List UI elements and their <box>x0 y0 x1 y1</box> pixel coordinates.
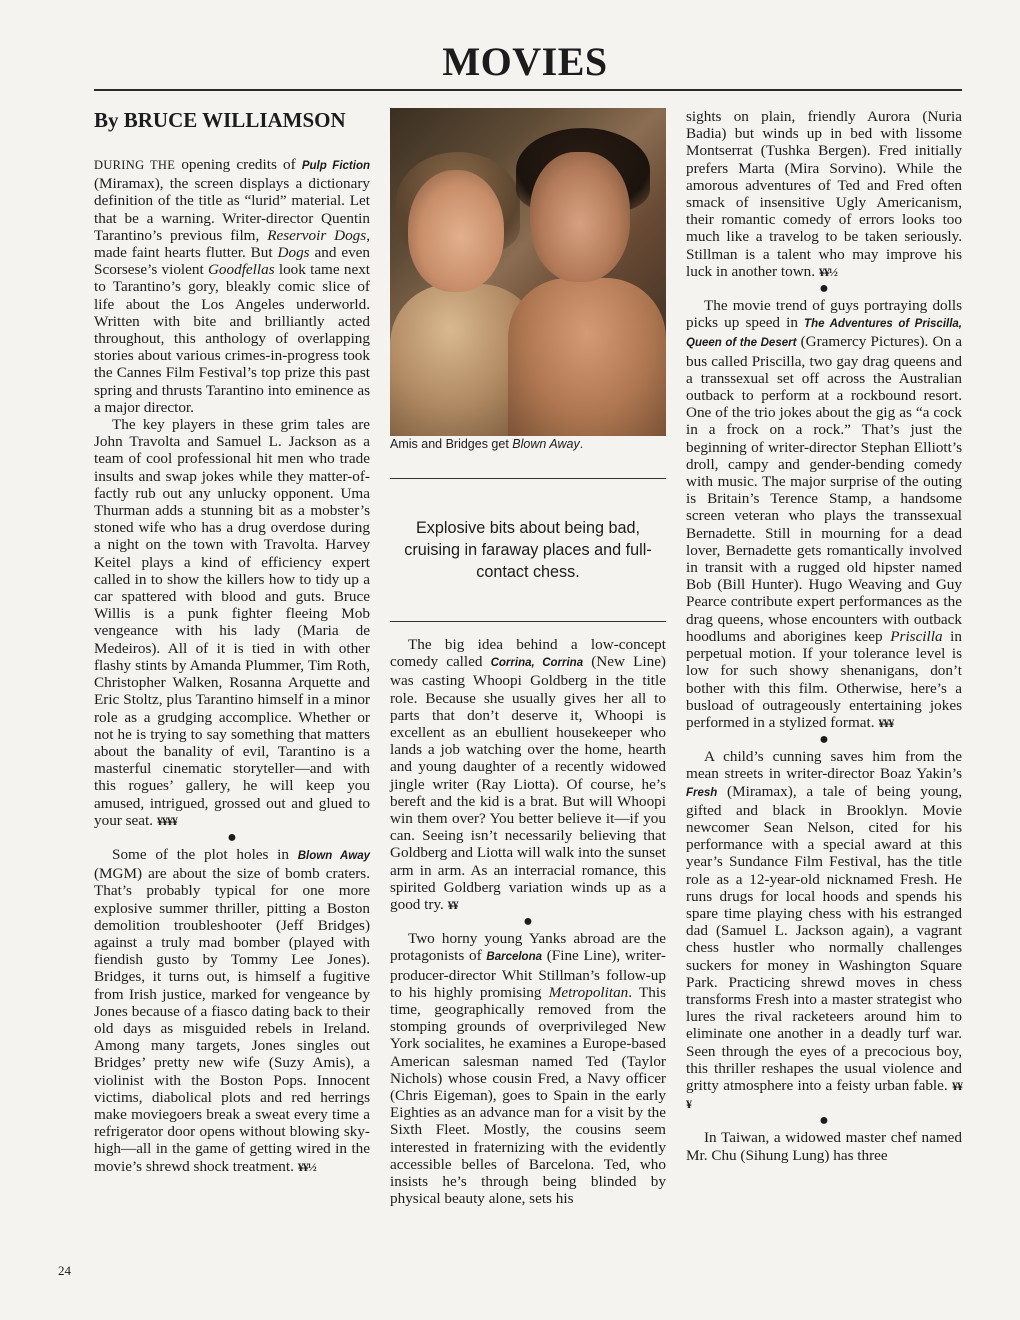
movie-title-barcelona: Barcelona <box>486 951 542 964</box>
movie-title-goodfellas: Goodfellas <box>207 261 275 279</box>
text-span: Some of the plot holes in <box>112 845 298 863</box>
rating-bunnies: ¥¥½ <box>297 1159 316 1174</box>
pullquote-rule-top <box>390 478 666 479</box>
fresh-review <box>686 748 962 1113</box>
byline: By BRUCE WILLIAMSON <box>94 108 346 132</box>
separator-dot: ● <box>227 828 237 846</box>
text-span: A child’s cunning saves him from the mean streets in writer-director Boaz Yakin’s <box>686 748 962 783</box>
movie-title-blown-away: Blown Away <box>297 849 370 862</box>
photo-shape <box>508 278 666 436</box>
text-span: (Miramax), the screen displays a dictionary definition of the title as “lurid” material. Let that be a warning. Writer-director Quentin Tarantino’s previous film, <box>94 175 370 244</box>
text-span: opening credits of <box>175 156 302 173</box>
text-span: . This time, geographically removed from the stomping grounds of overprivileged New York socialites, he examines a Europe-based American salesman named Ted (Taylor Nichols) whose cousin Fred, a Navy officer (Chris Eigeman), goes to Spain in the early Eighties as an advance man for a visit by the Sixth Fleet. Mostly, the cousins seem interested in fraternizing with the evidently accessible belles of Barcelona. Ted, who insists he’s through being blinded by physical beauty alone, sets his <box>390 983 666 1208</box>
corrina-review <box>390 636 666 914</box>
rating-bunnies: ¥¥½ <box>818 264 837 279</box>
photo-shape <box>530 152 630 282</box>
movie-title-dogs: Dogs <box>277 244 310 262</box>
barcelona-review <box>390 930 666 1207</box>
photo-amis-bridges <box>390 108 666 436</box>
text-span: (Fine Line), writer-producer-director Whit Stillman’s follow-up to his highly promising <box>390 947 666 1001</box>
taiwan-review-start <box>686 1129 962 1163</box>
header-rule <box>94 89 962 91</box>
rating-bunnies: ¥¥¥¥ <box>156 813 177 828</box>
priscilla-review <box>686 297 962 732</box>
separator-dot: ● <box>523 913 533 931</box>
column-3 <box>686 108 962 1164</box>
lead-in: DURING THE <box>94 158 176 172</box>
text-span: The movie trend of guys portraying dolls picks up speed in <box>686 297 962 332</box>
text-span: look tame next to Tarantino’s gory, bleakly comic slice of life about the Los Angeles underworld. Written with bite and brilliantly acted throughout, this anthology of overlapping stories about various crimes-in-progress took the Cannes Film Festival’s top prize this past spring and thrusts Tarantino into eminence as a major director. <box>94 261 371 416</box>
barcelona-review-continued <box>686 108 962 281</box>
text-span: (Gramercy Pictures). On a bus called Priscilla, two gay drag queens and a transsexual set off across the Australian outback to perform at a rockbound resort. One of the trio jokes about the gig as “a cock in a frock on a rock.” That’s just the beginning of writer-director Stephan Elliott’s droll, campy and gender-bending comedy with music. The major surprise of the outing is Britain’s Terence Stamp, a handsome screen veteran who plays the transsexual Bernadette. Still in mourning for a dead lover, Bernadette gets romantically involved in transit with a rugged old hipster named Bob (Bill Hunter). Hugo Weaving and Guy Pearce contribute expert performances as the drag queens, whose encounters with outback hoodlums and aborigines keep <box>686 333 962 645</box>
text-span: In Taiwan, a widowed master chef named Mr. Chu (Sihung Lung) has three <box>686 1129 962 1164</box>
text-span: The key players in these grim tales are John Travolta and Samuel L. Jackson as a team of cool professional hit men who trade insults and swap jokes while they matter-of-factly rub out any unlucky opponent. Uma Thurman adds a stunning bit as a mobster’s stoned wife who has a drug overdose during a night on the town with Travolta. Harvey Keitel plays a kind of efficiency expert called in to show the killers how to tidy up a car spattered with blood and guts. Bruce Willis is a punk fighter fleeing Mob vengeance with his lady (Maria de Medeiros). All of it is tied in with other flashy stints by Amanda Plummer, Tim Roth, Christopher Walken, Rosanna Arquette and Eric Stoltz, plus Tarantino himself in a minor role as a grudging accomplice. Whether or not he is trying to say something that matters about the banality of evil, Tarantino is a masterful cinematic storyteller—and with this rogues’ gallery, he will keep you amused, intrigued, grossed out and glued to your seat. <box>94 416 370 829</box>
movie-title-reservoir-dogs: Reservoir Dogs <box>267 226 367 244</box>
column-2 <box>390 108 666 1208</box>
page-title: MOVIES <box>442 39 608 84</box>
separator-dot: ● <box>819 731 829 749</box>
movie-title-priscilla-short: Priscilla <box>890 627 943 645</box>
pulp-fiction-review-p1 <box>94 156 370 416</box>
movie-title-pulp-fiction: Pulp Fiction <box>301 160 370 172</box>
text-span: sights on plain, friendly Aurora (Nuria Badia) but winds up in bed with lissome Montserrat (Tushka Bergen). Fred initially prefers Marta (Mira Sorvino). While the amorous adventures of Ted and Fred often smack of insensitive Ugly Americanism, their romantic comedy of errors looks too much like a travelog to be taken seriously. Stillman is a talent who may improve his luck in another town. <box>686 108 962 280</box>
rating-bunnies: ¥¥¥ <box>878 715 894 730</box>
blown-away-review <box>94 846 370 1176</box>
text-span: Two horny young Yanks abroad are the protagonists of <box>390 930 666 965</box>
pulp-fiction-review-p2 <box>94 416 370 830</box>
text-span: (MGM) are about the size of bomb craters. That’s probably typical for one more explosive summer thriller, pitting a Boston demolition troubleshooter (Jeff Bridges) against a truly mad bomber (played with fiendish gusto by Tommy Lee Jones). Bridges, it turns out, is himself a fugitive from Irish justice, marked for vengeance by Jones because of a fiasco dating back to their old days as misguided rebels in Ireland. Among many targets, Jones singles out Bridges’ pretty new wife (Suzy Amis), a violinist with the Boston Pops. Innocent victims, diabolical plots and red herrings make moviegoers break a sweat every time a refrigerator door opens without blowing sky-high—all in the game of getting wired in the movie’s shrewd shock treatment. <box>94 865 370 1175</box>
column-1 <box>94 108 370 1176</box>
text-span: The big idea behind a low-concept comedy called <box>390 636 666 671</box>
movie-title-corrina: Corrina, Corrina <box>490 657 584 670</box>
text-span: , made faint hearts flutter. But <box>94 226 370 262</box>
text-span: Amis and Bridges get <box>390 437 513 451</box>
photo-shape <box>408 170 504 292</box>
rating-bunnies: ¥¥ <box>447 898 458 913</box>
page-number: 24 <box>58 1263 71 1278</box>
text-span: (Miramax), a tale of being young, gifted and black in Brooklyn. Movie newcomer Sean Nelson, cited for his performance with a special award at this year’s Sundance Film Festival, has the title role as a 12-year-old nicknamed Fresh. He runs drugs for local hoods and spends his spare time playing chess with his estranged dad (Samuel L. Jackson again), a vagrant chess hustler who normally challenges suckers for money in Washington Square Park. Practicing shrewd moves in chess transforms Fresh into a master strategist who lures the rival racketeers around him to eliminate one another in a deadly turf war. Seen through the eyes of a precocious boy, this thriller reshapes the usual violence and gritty atmosphere into a feisty urban fable. <box>686 782 962 1094</box>
movie-title-fresh: Fresh <box>686 786 718 799</box>
rating-bunnies: ¥¥¥ <box>686 1078 962 1112</box>
photo-caption <box>390 436 666 452</box>
movie-title-priscilla: The Adventures of Priscilla, Queen of the Desert <box>686 318 962 350</box>
movie-title-metropolitan: Metropolitan <box>548 983 629 1001</box>
pullquote-rule-bottom <box>390 621 666 622</box>
text-span: and even Scorsese’s violent <box>94 244 370 279</box>
text-span: . <box>579 437 584 451</box>
text-span: in perpetual motion. If your tolerance level is low for such showy shenanigans, don’t bother with this film. Otherwise, here’s a busload of outrageously entertaining jokes performed in a stylized format. <box>686 627 962 731</box>
separator-dot: ● <box>819 280 829 298</box>
separator-dot: ● <box>819 1112 829 1130</box>
text-span: (New Line) was casting Whoopi Goldberg in the title role. Because she usually gives her all to parts that don’t deserve it, Whoopi is excellent as an ebullient housekeeper who lands a job watching over the home, hearth and young daughter of a recently widowed jingle writer (Ray Liotta). Of course, he’s bereft and the kid is a brat. But will Whoopi win them over? You better believe it—if you can. Seeing isn’t necessarily believing that Goldberg and Liotta will walk into the sunset arm in arm. As an interracial romance, this spirited Goldberg variation winds up as a good try. <box>390 653 666 914</box>
pullquote: Explosive bits about being bad, cruising in faraway places and full-contact chess. <box>404 519 652 581</box>
caption-title: Blown Away <box>512 437 580 451</box>
